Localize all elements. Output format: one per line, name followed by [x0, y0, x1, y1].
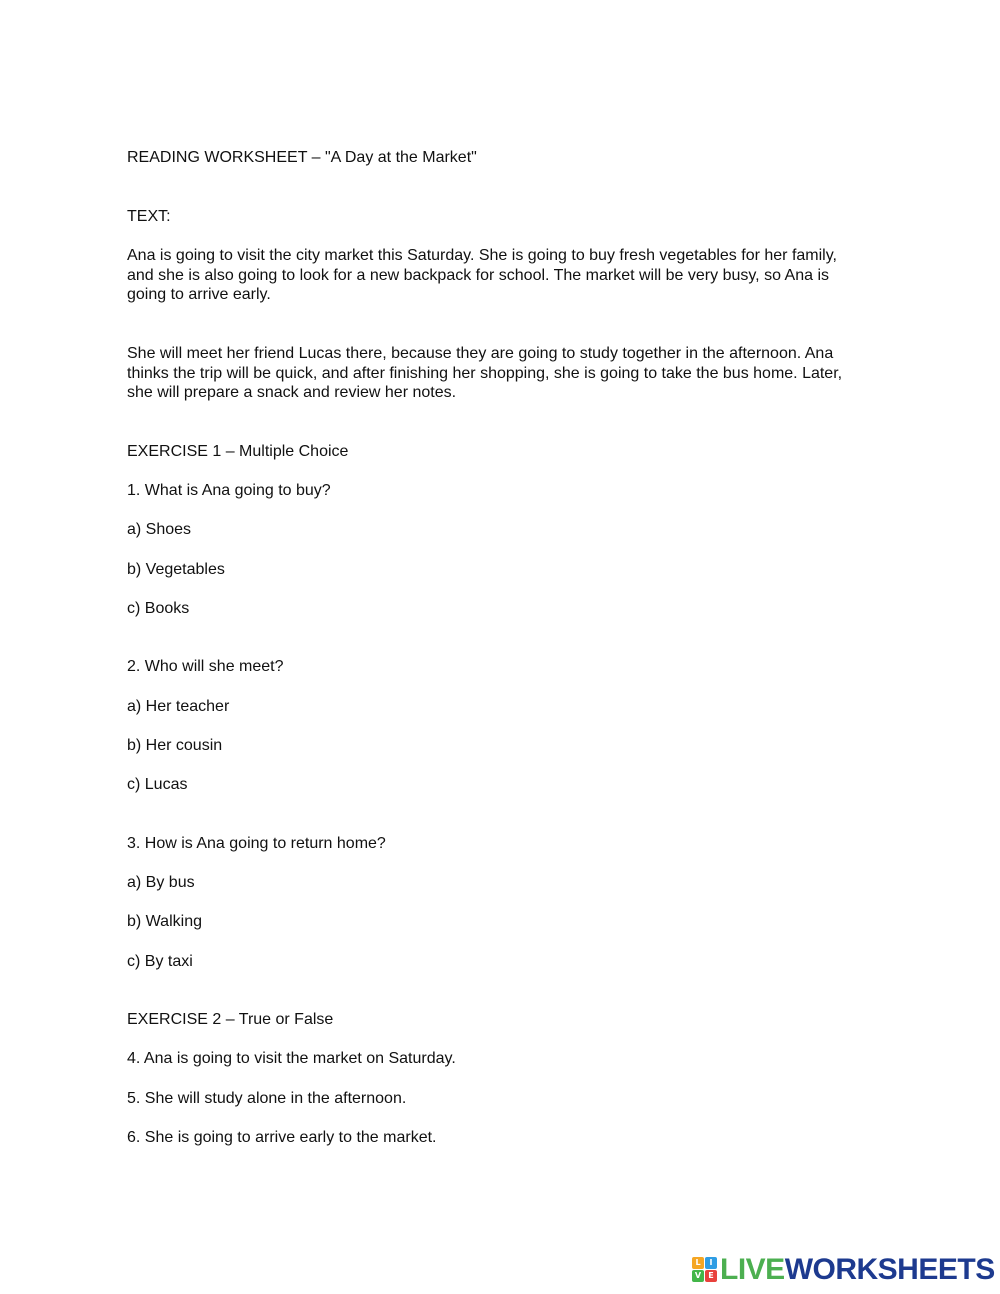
- logo-text-live: LIVE: [720, 1253, 785, 1286]
- reading-paragraph-2: [127, 344, 867, 403]
- statement-5: 5. She will study alone in the afternoon.: [127, 1090, 407, 1107]
- statement-6: 6. She is going to arrive early to the market.: [127, 1129, 437, 1146]
- question-2-option-c: c) Lucas: [127, 776, 188, 793]
- question-1: 1. What is Ana going to buy?: [127, 482, 331, 499]
- question-3: 3. How is Ana going to return home?: [127, 835, 386, 852]
- paragraph-line: going to arrive early.: [127, 286, 271, 304]
- liveworksheets-logo[interactable]: [692, 1255, 995, 1285]
- logo-text-worksheets: WORKSHEETS: [784, 1253, 995, 1286]
- statement-4: 4. Ana is going to visit the market on Saturday.: [127, 1050, 456, 1067]
- question-3-option-a: a) By bus: [127, 874, 195, 891]
- paragraph-line: She will meet her friend Lucas there, because they are going to study together in the afternoon. Ana: [127, 345, 834, 362]
- logo-square: E: [705, 1270, 717, 1282]
- question-3-option-c: c) By taxi: [127, 953, 193, 970]
- question-1-option-a: a) Shoes: [127, 521, 192, 538]
- logo-square: V: [692, 1270, 704, 1282]
- paragraph-line: thinks the trip will be quick, and after finishing her shopping, she is going to take the bus home. Later,: [127, 364, 843, 382]
- question-3-option-b: b) Walking: [127, 913, 202, 930]
- logo-square: L: [692, 1257, 704, 1269]
- liveworksheets-logo-mark-icon: [692, 1257, 718, 1283]
- exercise-1-heading: EXERCISE 1 – Multiple Choice: [127, 443, 349, 460]
- paragraph-line: and she is also going to look for a new backpack for school. The market will be very busy, so Ana is: [127, 266, 829, 284]
- logo-square: I: [705, 1257, 717, 1269]
- text-label: TEXT:: [127, 208, 171, 225]
- question-2-option-b: b) Her cousin: [127, 737, 223, 754]
- question-1-option-b: b) Vegetables: [127, 561, 225, 578]
- worksheet-title: READING WORKSHEET – "A Day at the Market": [127, 149, 477, 166]
- question-1-option-c: c) Books: [127, 600, 190, 617]
- question-2: 2. Who will she meet?: [127, 658, 284, 675]
- question-2-option-a: a) Her teacher: [127, 698, 230, 715]
- paragraph-line: she will prepare a snack and review her notes.: [127, 384, 457, 402]
- reading-paragraph-1: [127, 246, 867, 305]
- exercise-2-heading: EXERCISE 2 – True or False: [127, 1011, 334, 1028]
- paragraph-line: Ana is going to visit the city market this Saturday. She is going to buy fresh vegetables for her family,: [127, 247, 837, 264]
